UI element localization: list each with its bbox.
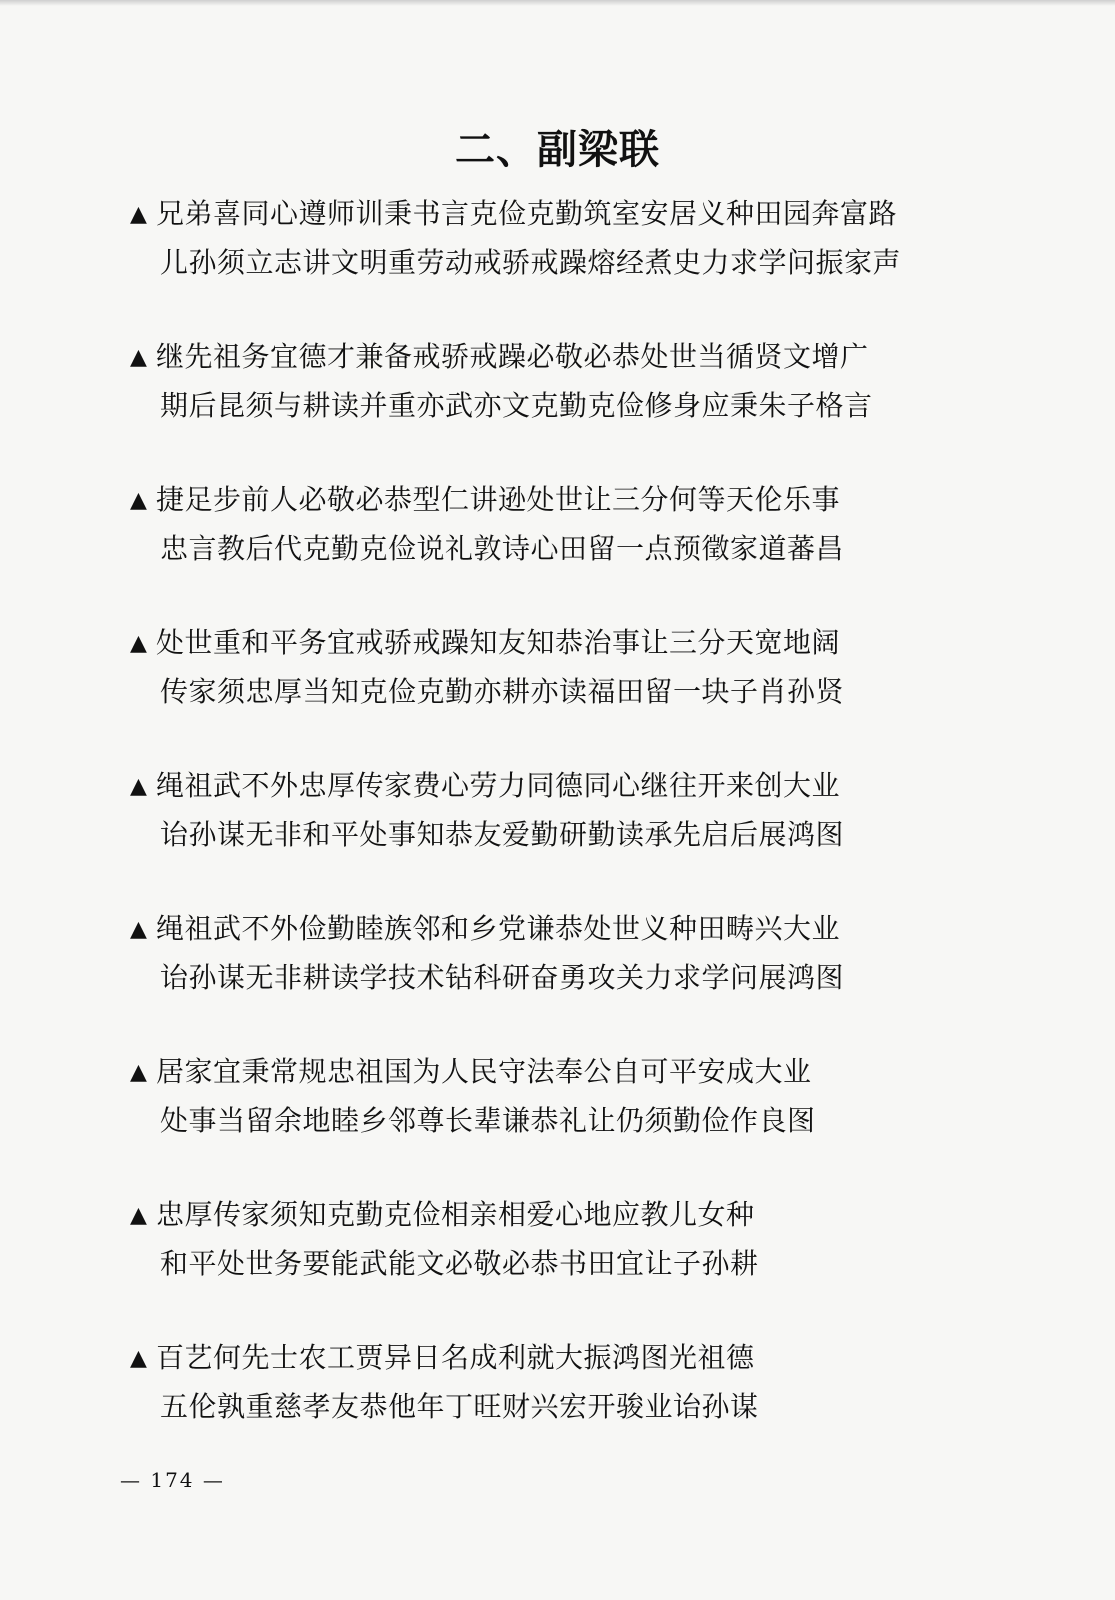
couplet-first-line: 绳祖武不外忠厚传家费心劳力同德同心继往开来创大业 <box>156 769 841 802</box>
couplet-list <box>130 190 1010 1477</box>
triangle-icon: ▲ <box>130 631 148 656</box>
triangle-icon: ▲ <box>130 774 148 799</box>
triangle-icon: ▲ <box>130 1060 148 1085</box>
couplet-second-line: 五伦孰重慈孝友恭他年丁旺财兴宏开骏业诒孙谋 <box>160 1390 759 1423</box>
couplet-item <box>130 1191 1010 1334</box>
triangle-icon: ▲ <box>130 1203 148 1228</box>
couplet-first-line: 继先祖务宜德才兼备戒骄戒躁必敬必恭处世当循贤文增广 <box>156 340 869 373</box>
top-edge-shadow <box>0 0 1115 6</box>
triangle-icon: ▲ <box>130 917 148 942</box>
couplet-second-line: 诒孙谋无非和平处事知恭友爱勤研勤读承先启后展鸿图 <box>160 818 845 851</box>
couplet-second-line: 忠言教后代克勤克俭说礼敦诗心田留一点预徵家道蕃昌 <box>160 532 845 565</box>
couplet-second-line: 期后昆须与耕读并重亦武亦文克勤克俭修身应秉朱子格言 <box>160 389 873 422</box>
couplet-first-line: 百艺何先士农工贾异日名成利就大振鸿图光祖德 <box>156 1341 755 1374</box>
couplet-first-line: 居家宜秉常规忠祖国为人民守法奉公自可平安成大业 <box>156 1055 812 1088</box>
couplet-item <box>130 762 1010 905</box>
couplet-second-line: 处事当留余地睦乡邻尊长辈谦恭礼让仍须勤俭作良图 <box>160 1104 816 1137</box>
page-number: — 174 — <box>120 1468 225 1492</box>
triangle-icon: ▲ <box>130 1346 148 1371</box>
couplet-second-line: 传家须忠厚当知克俭克勤亦耕亦读福田留一块子肖孙贤 <box>160 675 845 708</box>
couplet-first-line: 绳祖武不外俭勤睦族邻和乡党谦恭处世义种田畴兴大业 <box>156 912 841 945</box>
couplet-second-line: 诒孙谋无非耕读学技术钻科研奋勇攻关力求学问展鸿图 <box>160 961 845 994</box>
triangle-icon: ▲ <box>130 488 148 513</box>
couplet-item <box>130 333 1010 476</box>
couplet-second-line: 儿孙须立志讲文明重劳动戒骄戒躁熔经煮史力求学问振家声 <box>160 246 902 279</box>
couplet-first-line: 处世重和平务宜戒骄戒躁知友知恭治事让三分天宽地阔 <box>156 626 841 659</box>
couplet-item <box>130 1048 1010 1191</box>
couplet-item <box>130 619 1010 762</box>
triangle-icon: ▲ <box>130 345 148 370</box>
couplet-second-line: 和平处世务要能武能文必敬必恭书田宜让子孙耕 <box>160 1247 759 1280</box>
section-title: 二、副梁联 <box>455 127 660 173</box>
couplet-first-line: 兄弟喜同心遵师训秉书言克俭克勤筑室安居义种田园奔富路 <box>156 197 898 230</box>
couplet-first-line: 捷足步前人必敬必恭型仁讲逊处世让三分何等天伦乐事 <box>156 483 841 516</box>
couplet-item <box>130 476 1010 619</box>
couplet-first-line: 忠厚传家须知克勤克俭相亲相爱心地应教儿女种 <box>156 1198 755 1231</box>
triangle-icon: ▲ <box>130 202 148 227</box>
couplet-item <box>130 190 1010 333</box>
couplet-item <box>130 905 1010 1048</box>
couplet-item <box>130 1334 1010 1477</box>
